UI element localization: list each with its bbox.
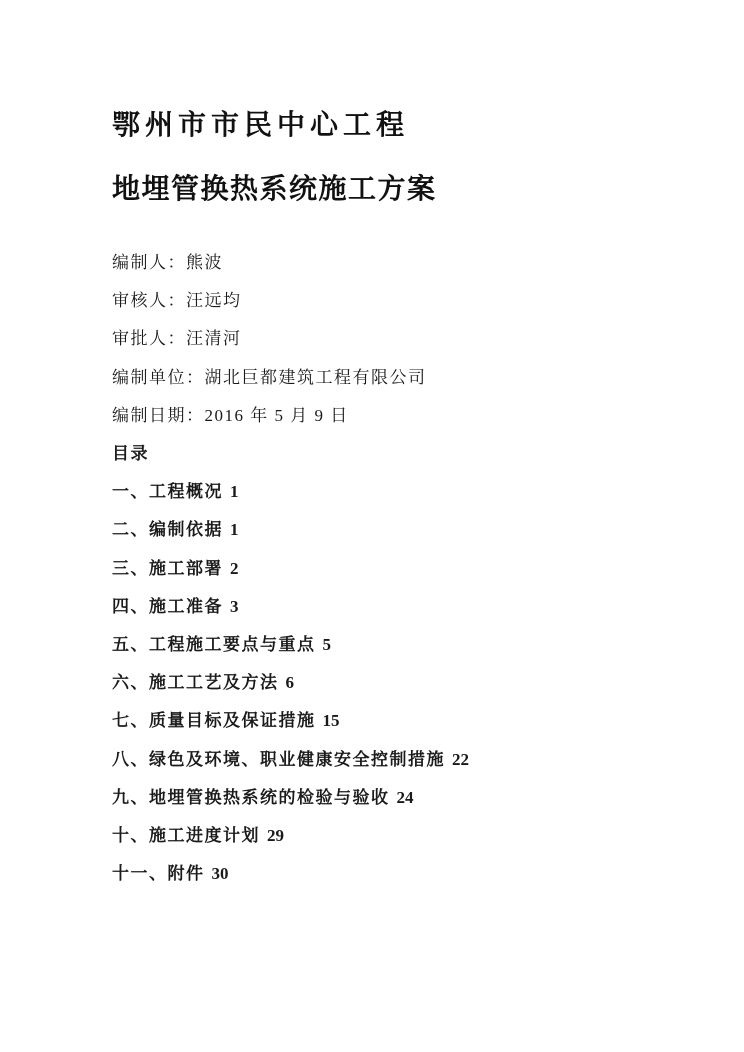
toc-item-label: 三、施工部署 <box>112 558 223 578</box>
toc-item <box>112 550 684 588</box>
toc-page-number: 24 <box>396 787 414 807</box>
document-meta <box>112 244 684 435</box>
toc-page-number: 29 <box>267 826 284 846</box>
toc-item-label: 十一、附件 <box>112 864 205 884</box>
toc-item <box>112 626 684 664</box>
toc-item <box>112 588 684 626</box>
table-of-contents <box>112 435 684 893</box>
meta-line-date: 编制日期：2016 年 5 月 9 日 <box>112 405 349 425</box>
toc-item <box>112 779 684 817</box>
toc-item <box>112 855 684 893</box>
toc-page-number: 22 <box>452 749 469 769</box>
toc-page-number: 30 <box>211 864 229 884</box>
toc-page-number: 1 <box>230 520 239 540</box>
toc-item-label: 一、工程概况 <box>112 482 223 502</box>
toc-page-number: 3 <box>230 596 239 616</box>
toc-item <box>112 473 684 511</box>
toc-item-label: 十、施工进度计划 <box>112 826 260 846</box>
meta-line-approver: 审批人：汪清河 <box>112 329 242 349</box>
toc-item-label: 七、质量目标及保证措施 <box>112 711 316 731</box>
meta-line-company: 编制单位：湖北巨都建筑工程有限公司 <box>112 367 427 387</box>
toc-item-label: 六、施工工艺及方法 <box>112 673 279 693</box>
toc-item <box>112 664 684 702</box>
toc-page-number: 15 <box>322 711 340 731</box>
toc-item-label: 八、绿色及环境、职业健康安全控制措施 <box>112 749 445 769</box>
toc-page-number: 2 <box>230 558 239 578</box>
toc-page-number: 6 <box>285 673 294 693</box>
toc-heading: 目录 <box>112 444 149 464</box>
toc-page-number: 1 <box>230 482 239 502</box>
toc-item <box>112 741 684 779</box>
page-title-line1: 鄂州市市民中心工程 <box>112 110 410 141</box>
toc-page-number: 5 <box>322 635 331 655</box>
meta-line-reviewer: 审核人：汪远均 <box>112 291 242 311</box>
toc-item <box>112 511 684 549</box>
meta-line-author: 编制人：熊波 <box>112 253 223 272</box>
toc-item <box>112 702 684 740</box>
toc-item-label: 九、地埋管换热系统的检验与验收 <box>112 787 390 807</box>
toc-item-label: 四、施工准备 <box>112 596 223 616</box>
page-title-line2: 地埋管换热系统施工方案 <box>112 174 437 205</box>
toc-item <box>112 817 684 855</box>
toc-item-label: 二、编制依据 <box>112 520 223 540</box>
toc-item-label: 五、工程施工要点与重点 <box>112 635 316 655</box>
